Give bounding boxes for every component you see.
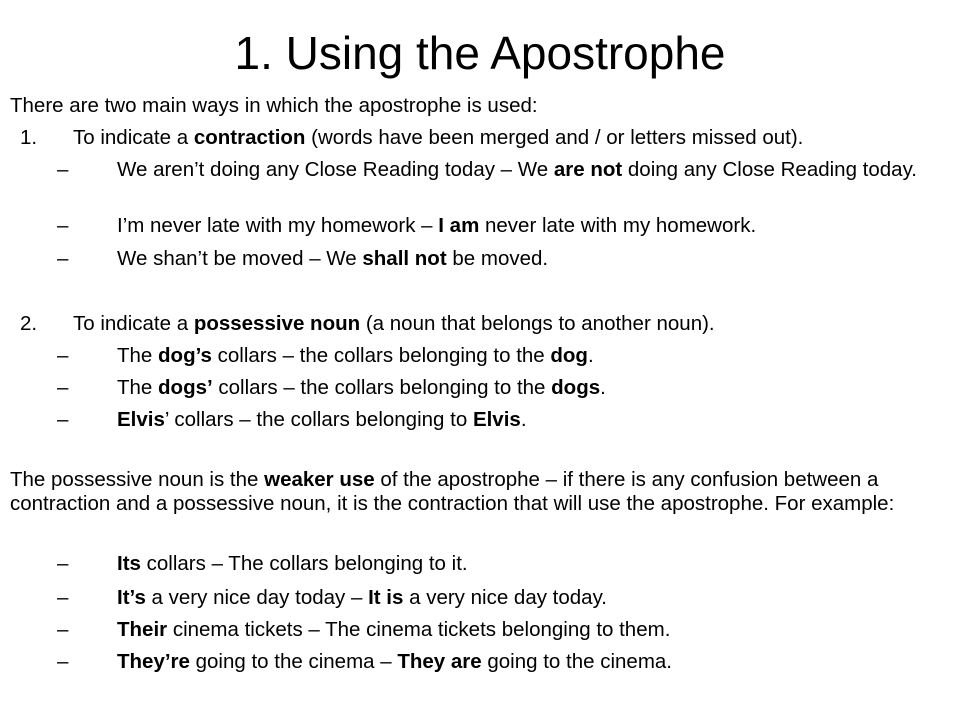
slide-title: 1. Using the Apostrophe xyxy=(234,27,726,79)
intro-text: There are two main ways in which the apostrophe is used: xyxy=(10,94,538,117)
example-text: Their cinema tickets – The cinema tickets belonging to them. xyxy=(117,618,671,641)
dash-bullet: – xyxy=(57,650,69,673)
example-text: Elvis’ collars – the collars belonging to Elvis. xyxy=(117,408,527,431)
dash-bullet: – xyxy=(57,376,69,399)
dash-bullet: – xyxy=(57,552,69,575)
example-text: Its collars – The collars belonging to it. xyxy=(117,552,468,575)
list-number: 2. xyxy=(20,312,38,335)
list-number: 1. xyxy=(20,126,38,149)
dash-bullet: – xyxy=(57,214,69,237)
dash-bullet: – xyxy=(57,344,69,367)
dash-bullet: – xyxy=(57,408,69,431)
example-text: They’re going to the cinema – They are going to the cinema. xyxy=(117,650,672,673)
dash-bullet: – xyxy=(57,586,69,609)
example-text: The dog’s collars – the collars belonging to the dog. xyxy=(117,344,594,367)
example-text: We aren’t doing any Close Reading today – We are not doing any Close Reading today. xyxy=(117,158,917,181)
example-text: We shan’t be moved – We shall not be moved. xyxy=(117,247,549,270)
example-text: It’s a very nice day today – It is a very nice day today. xyxy=(117,586,607,609)
example-text: I’m never late with my homework – I am never late with my homework. xyxy=(117,214,757,237)
dash-bullet: – xyxy=(57,247,69,270)
list-item-text: To indicate a contraction (words have been merged and / or letters missed out). xyxy=(73,126,804,149)
dash-bullet: – xyxy=(57,158,69,181)
dash-bullet: – xyxy=(57,618,69,641)
example-text: The dogs’ collars – the collars belonging to the dogs. xyxy=(117,376,606,399)
list-item-text: To indicate a possessive noun (a noun that belongs to another noun). xyxy=(73,312,715,335)
closing-paragraph: The possessive noun is the weaker use of the apostrophe – if there is any confusion between a contraction and a possessive noun, it is the contraction that will use the apostrophe. For example: xyxy=(10,468,895,515)
